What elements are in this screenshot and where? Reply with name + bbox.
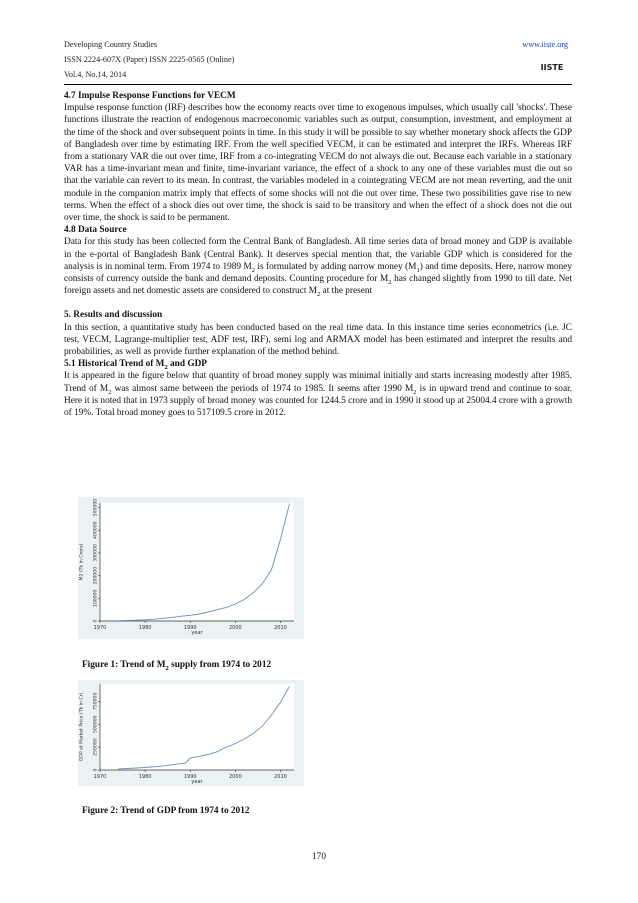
- figure-1-caption: Figure 1: Trend of $M_2$ supply from 1974 to 2012: [82, 660, 272, 672]
- x-tick-label: 1970: [93, 625, 107, 631]
- y-axis-label: GDP at Market Price (Tk in Cr): [79, 692, 85, 762]
- y-tick-label: 500000: [93, 498, 99, 517]
- figure-1-chart: [78, 497, 304, 639]
- x-axis-label: year: [191, 630, 203, 636]
- x-axis-label: year: [191, 779, 203, 785]
- svg-text:IISTE: IISTE: [540, 63, 564, 72]
- article-body: [64, 90, 572, 419]
- journal-name: Developing Country Studies: [64, 40, 158, 49]
- page-number: 170: [312, 852, 326, 862]
- journal-volume: Vol.4, No.14, 2014: [64, 70, 127, 79]
- section-5-1-heading: 5.1 Historical Trend of $M_2$ and GDP: [64, 359, 207, 372]
- y-tick-label: 100000: [93, 589, 99, 608]
- y-axis-label: M2 (Tk in Crore): [79, 543, 85, 581]
- x-tick-label: 1990: [183, 625, 197, 631]
- y-tick-label: 400000: [93, 521, 99, 540]
- section-4-7-heading: 4.7 Impulse Response Functions for VECM: [64, 91, 236, 101]
- section-4-8-paragraph: Data for this study has been collected form the Central Bank of Bangladesh. All time series data of broad money and GDP is available in the e-portal of Bangladesh Bank (Central Bank). It deserves special mention that, the variable GDP which is considered for the analysis is in nominal term. From 1974 to 1989 $M_2$ is formulated by adding narrow money $(M_1)$ and time deposits. Here, narrow money consists of currency outside the bank and demand deposits. Counting procedure for $M_2$ has changed slightly from 1990 to till date. Net foreign assets and net domestic assets are considered to construct $M_2$ at the present: [64, 237, 573, 299]
- y-tick-label: 250000: [93, 738, 99, 756]
- section-5-heading: 5. Results and discussion: [64, 310, 163, 321]
- journal-issn: ISSN 2224-607X (Paper) ISSN 2225-0565 (Online): [64, 55, 235, 64]
- x-tick-label: 1980: [138, 625, 152, 631]
- header-rule: [64, 84, 572, 85]
- y-tick-label: 0: [93, 619, 99, 623]
- y-tick-label: 0: [93, 768, 99, 772]
- x-tick-label: 1980: [138, 774, 152, 780]
- x-tick-label: 2010: [274, 625, 287, 631]
- plot-area: [100, 503, 294, 621]
- x-tick-label: 2000: [228, 625, 242, 631]
- y-tick-label: 200000: [93, 566, 99, 585]
- section-5-paragraph: In this section, a quantitative study has been conducted based on the real time data. In this instance time series econometrics (i.e. JC test, VECM, Lagrange-multiplier test, ADF test, IRF), semi log and ARMAX model has been estimated and interpret the results and probabilities, as well as provide further explanation of the method behind.: [64, 322, 572, 358]
- iiste-logo: [540, 56, 564, 76]
- figure-2-caption: Figure 2: Trend of GDP from 1974 to 2012: [82, 806, 250, 816]
- x-tick-label: 2000: [228, 774, 242, 780]
- y-tick-label: 500000: [93, 715, 99, 734]
- journal-url[interactable]: www.iiste.org: [522, 40, 568, 49]
- section-4-8-heading: 4.8 Data Source: [64, 225, 127, 236]
- x-tick-label: 2010: [274, 774, 287, 780]
- x-tick-label: 1970: [93, 774, 107, 780]
- y-tick-label: 300000: [93, 544, 99, 562]
- section-5-1-paragraph: It is appeared in the figure below that quantity of broad money supply was minimal initially and starts increasing modestly after 1985. Trend of $M_2$ was almost same between the periods of 1974 to 1985. It seems after 1990 $M_2$ is in upward trend and continue to soar. Here it is noted that in 1973 supply of broad money was counted for 1244.5 crore and in 1990 it stood up at 25004.4 crore with a growth of 19%. Total broad money goes to 517109.5 crore in 2012.: [64, 371, 572, 419]
- x-tick-label: 1990: [183, 774, 197, 780]
- figure-2-chart: [78, 680, 304, 786]
- y-tick-label: 750000: [93, 692, 99, 711]
- section-4-7-paragraph: Impulse response function (IRF) describes how the economy reacts over time to exogenous impulses, which usually call 'shocks'. These functions illustrate the reaction of endogenous macroeconomic variables such as output, consumption, investment, and employment at the time of the shock and over subsequent points in time. In this study it will be possible to say whether monetary shock affects the GDP of Bangladesh over time by estimating IRF. From the well specified VECM, it can be estimated and interpret the IRFs. Whereas IRF from a stationary VAR die out over time, IRF from a co-integrating VECM do not always die out. Because each variable in a stationary VAR has a time-invariant mean and finite, time-invariant variance, the effect of a shock to any one of these variables must die out so that the variable can revert to its mean. In contrast, the variables modeled in a cointegrating VECM are not mean reverting, and the unit module in the companion matrix imply that effects of some shocks will not die out over time. These two possibilities gave rise to new terms. When the effect of a shock dies out over time, the shock is said to be transitory and when the effect of a shock does not die out over time, the shock is said to be permanent.: [64, 103, 572, 224]
